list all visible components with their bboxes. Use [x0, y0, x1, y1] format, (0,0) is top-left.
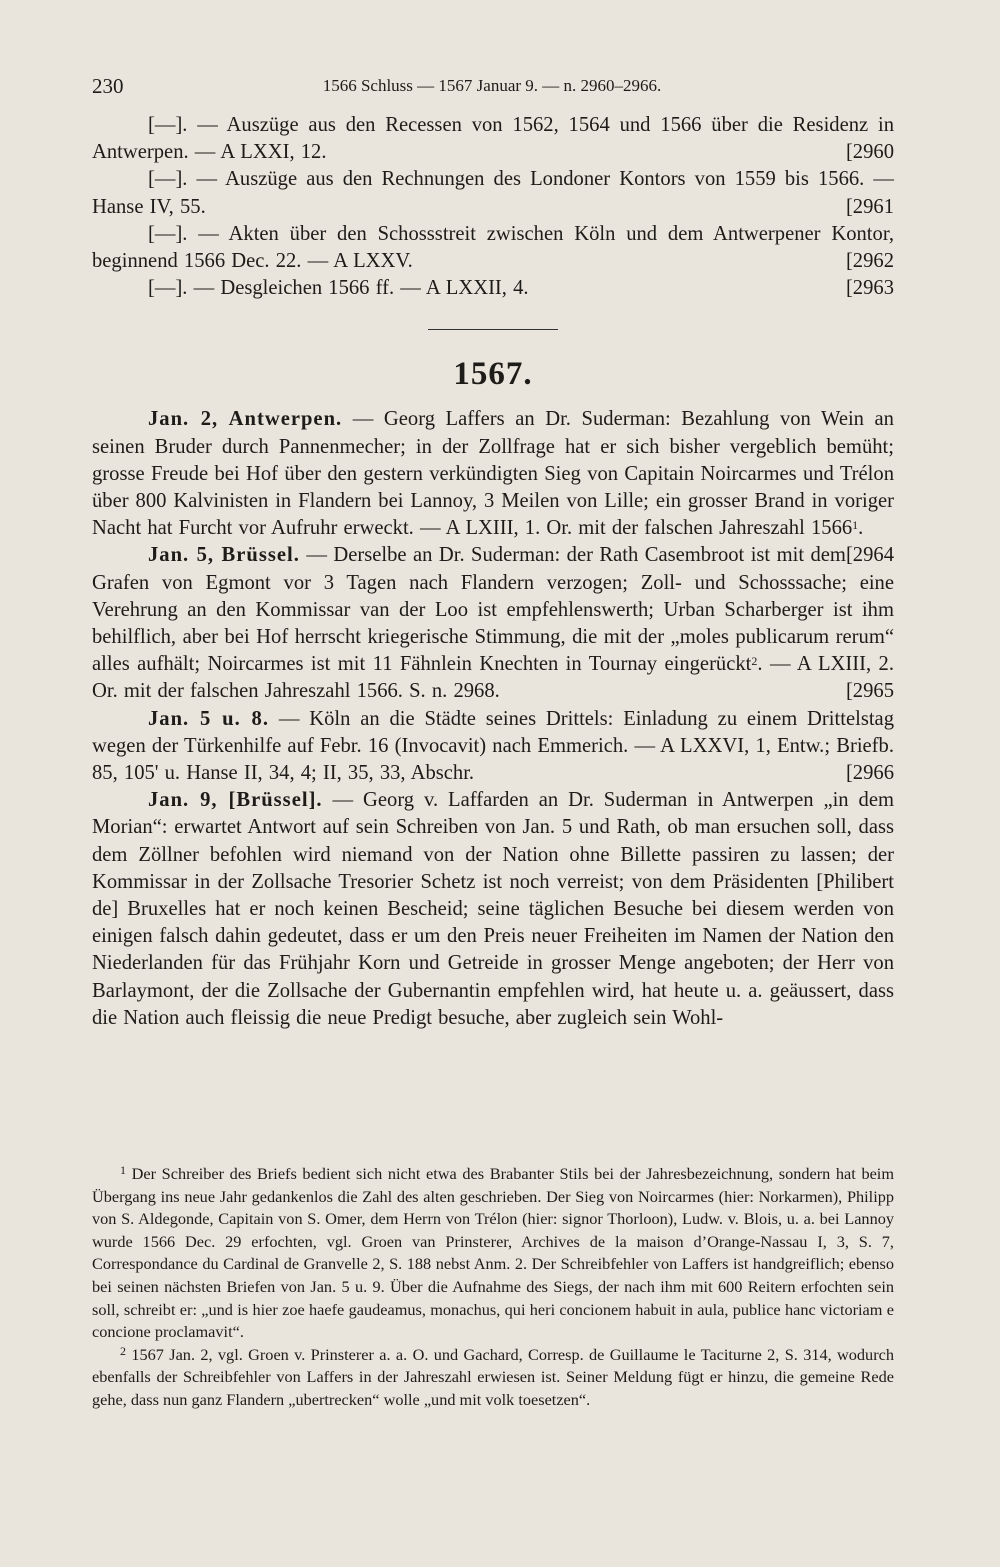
main-text	[92, 112, 894, 1032]
footnote-mark: 2	[120, 1343, 126, 1358]
section-divider	[428, 329, 558, 330]
running-title: 1566 Schluss — 1567 Januar 9. — n. 2960–2966.	[322, 76, 662, 95]
entry-date: Jan. 9, [Brüssel].	[148, 789, 323, 812]
footnote-2	[92, 1344, 894, 1412]
entry-text: [—]. — Akten über den Schossstreit zwischen Köln und dem Antwerpener Kontor, beginnend 1566 Dec. 22. — A LXXV.	[92, 222, 894, 273]
footnote-text: 1567 Jan. 2, vgl. Groen v. Prinsterer a. a. O. und Gachard, Corresp. de Guillaume le Taciturne 2, S. 314, wodurch ebenfalls der Schreibfehler von Laffers in der Jahreszahl erwiesen ist. Seiner Meldung fügt er hinzu, die gemeine Rede gehe, dass nun ganz Flandern „ubertrecken“ wolle „und mit volk toesetzen“.	[92, 1344, 894, 1409]
entry-2967	[92, 787, 894, 1032]
entry-number: [2963	[845, 277, 894, 300]
entry-text: — Köln an die Städte seines Drittels: Einladung zu einem Drittelstag wegen der Türkenhilfe auf Febr. 16 (Invocavit) nach Emmerich. — A LXXVI, 1, Entw.; Briefb. 85, 105' u. Hanse II, 34, 4; II, 35, 33, Abschr.	[92, 707, 894, 785]
entry-date: Jan. 2, Antwerpen.	[148, 408, 343, 431]
entry-2962	[92, 221, 894, 275]
footnote-mark: 1	[120, 1163, 126, 1177]
entry-text: — Georg v. Laffarden an Dr. Suderman in Antwerpen „in dem Morian“: erwartet Antwort auf sein Schreiben von Jan. 5 und Rath, ob man ersuchen soll, dass dem Zöllner befohlen wird niemand von der Nation ohne Billette passiren zu lassen; der Kommissar in der Zollsache Tresorier Schetz ist noch verreist; von dem Präsidenten [Philibert de] Bruxelles hat er noch keinen Bescheid; seine täglichen Besuche bei diesem werden von einigen falsch dahin gedeutet, dass er um den Preis neuer Freiheiten im Namen der Nation den Niederlanden für das Frühjahr Korn und Getreide in grosser Menge angeboten; der Herr von Barlaymont, der die Zollsache der Gubernantin empfehlen wird, hat heute u. a. geäussert, dass die Nation auch fleissig die neue Predigt besuche, aber zugleich sein Wohl-	[92, 789, 894, 1029]
footnote-ref[interactable]: 2	[751, 654, 758, 669]
entry-number: [2960	[845, 141, 894, 164]
entry-2963	[92, 275, 894, 302]
entry-text: — Georg Laffers an Dr. Suderman: Bezahlung von Wein an seinen Bruder durch Pannenmecher; in der Zollfrage hat er sich bisher vergeblich bemüht; grosse Freude bei Hof über den gestern verkündigten Sieg von Capitain Noircarmes und Trélon über 800 Kalvinisten in Flandern bei Lannoy, 3 Meilen von Lille; ein grosser Brand in voriger Nacht hat Furcht vor Aufruhr erweckt. — A LXIII, 1. Or. mit der falschen Jahreszahl 1566	[92, 408, 894, 540]
year-heading: 1567.	[453, 356, 533, 393]
entry-date: Jan. 5, Brüssel.	[148, 544, 300, 567]
entry-2960	[92, 112, 894, 166]
footnote-text: Der Schreiber des Briefs bedient sich nicht etwa des Brabanter Stils bei der Jahresbezeichnung, sondern hat beim Übergang ins neue Jahr gedankenlos die Zahl des alten geschrieben. Der Sieg von Noircarmes (hier: Norkarmen), Philipp von S. Aldegonde, Capitain von S. Omer, dem Herrn von Trélon (hier: signor Thorloon), Ludw. v. Blois, u. a. bei Lannoy wurde 1566 Dec. 29 erfochten, vgl. Groen van Prinsterer, Archives de la maison d’Orange-Nassau I, 3, S. 7, Correspondance du Cardinal de Granvelle 2, S. 188 nebst Anm. 2. Der Schreibfehler von Laffers ist handgreiflich; ebenso bei seinen nächsten Briefen von Jan. 5 u. 9. Über die Aufnahme des Siegs, der nach ihm mit 600 Reitern erfochten sein soll, schreibt er: „und is hier zoe haefe gaudeamus, monachus, qui heri concionem habuit in aula, publice hanc victoriam e concione proclamavit“.	[92, 1164, 894, 1342]
entry-number: [2966	[845, 762, 894, 785]
footnotes	[92, 1163, 894, 1412]
entry-text-tail: .	[858, 517, 864, 540]
footnote-ref[interactable]: 1	[852, 518, 859, 533]
page-number: 230	[92, 74, 124, 98]
entry-text: [—]. — Auszüge aus den Recessen von 1562, 1564 und 1566 über die Residenz in Antwerpen. — A LXXI, 12.	[92, 114, 894, 164]
entry-text-tail: . — A LXIII, 2. Or. mit der falschen Jahreszahl 1566. S. n. 2968.	[92, 653, 894, 703]
entry-text: [—]. — Desgleichen 1566 ff. — A LXXII, 4.	[148, 277, 529, 300]
page-header	[92, 74, 892, 102]
entry-text: [—]. — Auszüge aus den Rechnungen des Londoner Kontors von 1559 bis 1566. — Hanse IV, 55.	[92, 168, 894, 218]
entry-text: — Derselbe an Dr. Suderman: der Rath Casembroot ist mit dem Grafen von Egmont vor 3 Tagen nach Flandern verzogen; Zoll- und Schosssache; eine Verehrung an den Kommissar van der Loo ist empfehlenswerth; Urban Scharberger ist ihm behilflich, aber bei Hof herrscht kriegerische Stimmung, die mit der „moles publicarum rerum“ alles aufhält; Noircarmes ist mit 11 Fähnlein Knechten in Tournay eingerückt	[92, 544, 894, 676]
entry-number: [2961	[845, 195, 894, 218]
footnote-1	[92, 1163, 894, 1344]
entry-2961	[92, 166, 894, 220]
entry-2966	[92, 706, 894, 788]
entry-date: Jan. 5 u. 8.	[148, 707, 269, 730]
entry-number: [2964	[845, 544, 894, 567]
entry-2965	[92, 542, 894, 705]
entry-number: [2962	[845, 250, 894, 273]
entry-number: [2965	[845, 680, 894, 703]
